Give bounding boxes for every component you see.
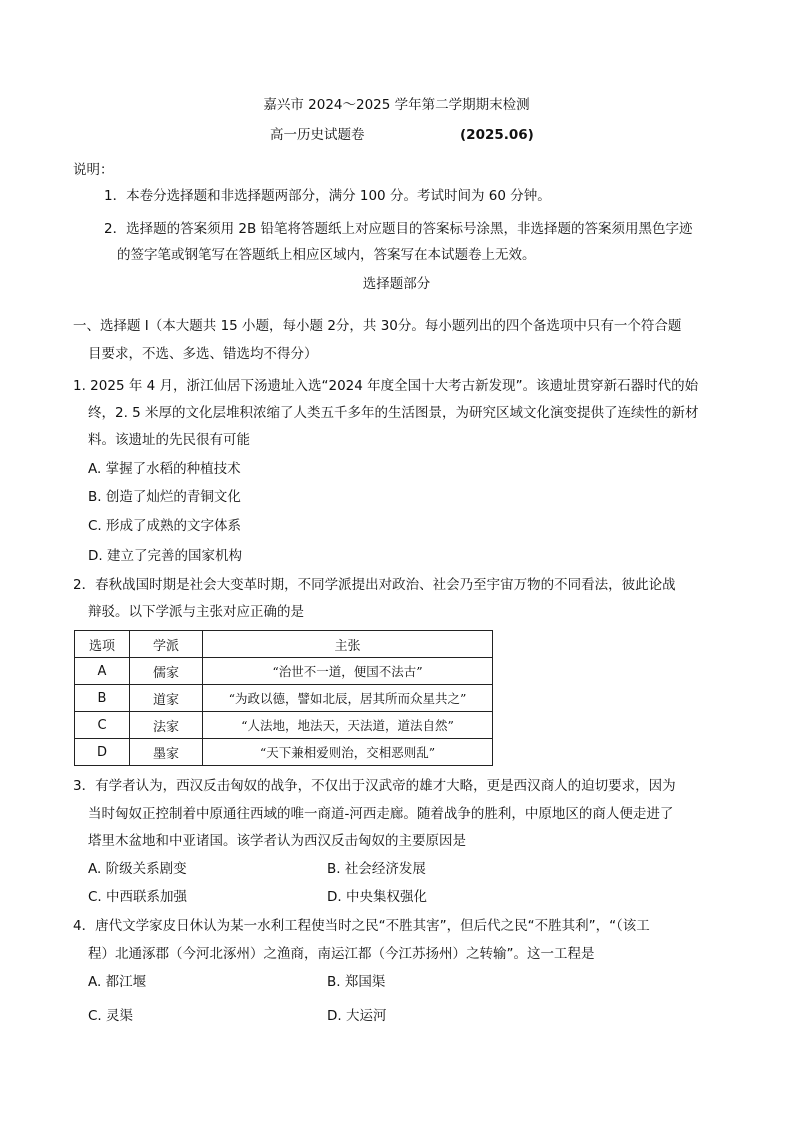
table-header-cell: 选项 <box>75 631 130 658</box>
question-2-line-1: 2．春秋战国时期是社会大变革时期，不同学派提出对政治、社会乃至宇宙万物的不同看法，彼此论战 <box>73 577 676 593</box>
question-1-line-2: 终，2. 5 米厚的文化层堆积浓缩了人类五千多年的生活图景，为研究区域文化演变提供了连续性的新材 <box>88 405 699 421</box>
question-3-option-d: D. 中央集权强化 <box>327 889 427 905</box>
section-title: 选择题部分 <box>362 276 431 292</box>
question-4-option-b: B. 郑国渠 <box>327 974 386 990</box>
question-1-option-c: C. 形成了成熟的文字体系 <box>88 518 242 534</box>
table-cell-claim: “人法地，地法天，天法道，道法自然” <box>203 712 493 739</box>
question-3-line-3: 塔里木盆地和中亚诸国。该学者认为西汉反击匈奴的主要原因是 <box>88 833 466 849</box>
part1-instruction-line-1: 一、选择题 I（本大题共 15 小题，每小题 2分，共 30分。每小题列出的四个备选项中只有一个符合题 <box>73 318 682 334</box>
table-cell-claim: “天下兼相爱则治，交相恶则乱” <box>203 739 493 766</box>
question-1-line-1: 1. 2025 年 4 月，浙江仙居下汤遗址入选“2024 年度全国十大考古新发现”。该遗址贯穿新石器时代的始 <box>73 378 699 394</box>
question-4-option-d: D. 大运河 <box>327 1008 387 1024</box>
table-header-cell: 主张 <box>203 631 493 658</box>
table-cell-claim: “治世不一道，便国不法古” <box>203 658 493 685</box>
question-4-option-c: C. 灵渠 <box>88 1008 134 1024</box>
table-row <box>75 685 493 712</box>
question-3-option-c: C. 中西联系加强 <box>88 889 188 905</box>
question-3-line-2: 当时匈奴正控制着中原通往西域的唯一商道-河西走廊。随着战争的胜利，中原地区的商人便走进了 <box>88 806 674 822</box>
table-row <box>75 712 493 739</box>
question-3-option-b: B. 社会经济发展 <box>327 861 426 877</box>
question-1-line-3: 料。该遗址的先民很有可能 <box>88 432 250 448</box>
question-3-line-1: 3．有学者认为，西汉反击匈奴的战争，不仅出于汉武帝的雄才大略，更是西汉商人的迫切要求，因为 <box>73 778 676 794</box>
table-row <box>75 739 493 766</box>
note-item-1: 1．本卷分选择题和非选择题两部分，满分 100 分。考试时间为 60 分钟。 <box>104 188 551 204</box>
table-cell-claim: “为政以德，譬如北辰，居其所而众星共之” <box>203 685 493 712</box>
table-header-row <box>75 631 493 658</box>
question-4-line-1: 4．唐代文学家皮日休认为某一水利工程使当时之民“不胜其害”，但后代之民“不胜其利”，“（该工 <box>73 918 650 934</box>
note-item-2-line-2: 的签字笔或钢笔写在答题纸上相应区域内，答案写在本试题卷上无效。 <box>117 247 536 263</box>
part1-instruction-line-2: 目要求，不选、多选、错选均不得分） <box>88 346 318 362</box>
question-1-option-d: D. 建立了完善的国家机构 <box>88 548 242 564</box>
table-cell-school: 墨家 <box>130 739 203 766</box>
table-cell-option: D <box>75 739 130 766</box>
table-cell-school: 儒家 <box>130 658 203 685</box>
exam-subtitle: 高一历史试题卷 <box>270 127 365 143</box>
question-1-option-a: A. 掌握了水稻的种植技术 <box>88 461 241 477</box>
table-cell-school: 法家 <box>130 712 203 739</box>
table-header-cell: 学派 <box>130 631 203 658</box>
question-4-line-2: 程）北通涿郡（今河北涿州）之渔商，南运江都（今江苏扬州）之转输”。这一工程是 <box>88 946 595 962</box>
exam-date: (2025.06) <box>460 127 534 143</box>
table-cell-option: B <box>75 685 130 712</box>
question-3-option-a: A. 阶级关系剧变 <box>88 861 187 877</box>
question-2-table <box>74 630 493 766</box>
note-item-2-line-1: 2．选择题的答案须用 2B 铅笔将答题纸上对应题目的答案标号涂黑，非选择题的答案须用黑色字迹 <box>104 221 693 237</box>
table-row <box>75 658 493 685</box>
table-cell-option: C <box>75 712 130 739</box>
question-1-option-b: B. 创造了灿烂的青铜文化 <box>88 489 241 505</box>
table-cell-option: A <box>75 658 130 685</box>
table-cell-school: 道家 <box>130 685 203 712</box>
notes-label: 说明： <box>73 162 114 178</box>
question-4-option-a: A. 都江堰 <box>88 974 147 990</box>
exam-title: 嘉兴市 2024～2025 学年第二学期期末检测 <box>263 97 530 113</box>
question-2-line-2: 辩驳。以下学派与主张对应正确的是 <box>88 604 304 620</box>
